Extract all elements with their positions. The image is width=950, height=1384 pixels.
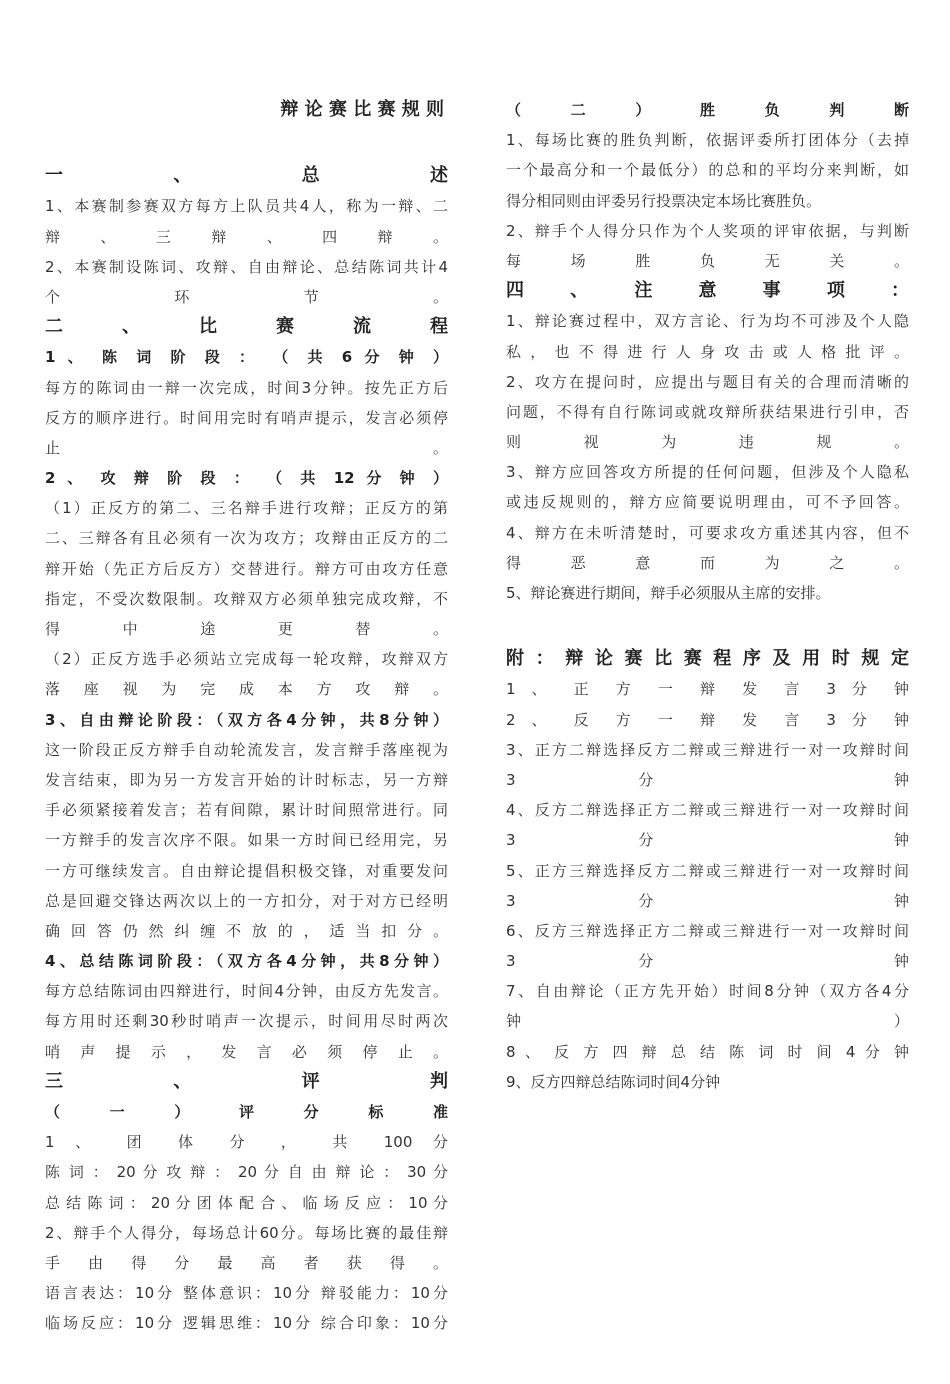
right-text-line: 9、反方四辩总结陈词时间4分钟 [506,1072,721,1091]
right-text-line: 3 分 钟 [506,891,909,910]
left-text-line: 手必须紧接着发言；若有间隙，累计时间照常进行。同 [45,801,448,820]
left-text-line: 每方用时还剩30秒时哨声一次提示，时间用尽时两次 [45,1012,448,1031]
left-text-line: 每方的陈词由一辩一次完成，时间3分钟。按先正方后 [45,378,448,397]
left-subheading: （ 一 ） 评 分 标 准 [45,1103,448,1121]
right-text-line: 则 视 为 违 规 。 [506,433,909,452]
left-text-line: 确 回 答 仍 然 纠 缠 不 放 的 ， 适 当 扣 分 。 [45,921,448,940]
left-text-line: 哨 声 提 示 ， 发 言 必 须 停 止 。 [45,1042,448,1061]
left-text-line: 1、本赛制参赛双方每方上队员共4人，称为一辩、二 [45,197,448,216]
left-text-line: 发言结束，即为另一方发言开始的计时标志，另一方辩 [45,770,448,789]
right-column [506,95,909,1097]
right-text-line: 3 分 钟 [506,831,909,850]
left-section-heading: 二 、 比 赛 流 程 [45,316,448,338]
right-text-line: 7、自由辩论（正方先开始）时间8分钟（双方各4分 [506,982,909,1001]
left-text-line: 语言表达：10分 整体意识：10分 辩驳能力：10分 [45,1284,448,1303]
left-text-line: 总 结 陈 词 ： 20 分 团 体 配 合 、 临 场 反 应 ： 10 分 [45,1193,448,1212]
right-text-line: 每 场 胜 负 无 关 。 [506,251,909,270]
right-text-line: 4、辩方在未听清楚时，可要求攻方重述其内容，但不 [506,523,909,542]
left-spacer [45,125,448,161]
left-text-line: 临场反应：10分 逻辑思维：10分 综合印象：10分 [45,1314,448,1333]
right-text-line: 问题，不得有自行陈词或就攻辩所获结果进行引申，否 [506,402,909,421]
left-text-line: （1）正反方的第二、三名辩手进行攻辩；正反方的第 [45,499,448,518]
left-text-line: 止 。 [45,438,448,457]
left-text-line: 这一阶段正反方辩手自动轮流发言，发言辩手落座视为 [45,740,448,759]
right-text-line: 钟 ） [506,1012,909,1031]
left-text-line: 辩 、 三 辩 、 四 辩 。 [45,227,448,246]
left-text-line: 得 中 途 更 替 。 [45,620,448,638]
right-text-line: 5、正方三辩选择反方二辩或三辩进行一对一攻辩时间 [506,861,909,880]
right-text-line: 得分相同则由评委另行投票决定本场比赛胜负。 [506,191,822,210]
left-text-line: 2、本赛制设陈词、攻辩、自由辩论、总结陈词共计4 [45,257,448,276]
left-text-line: 1 、 团 体 分 ， 共 100 分 [45,1133,448,1152]
right-text-line: 6、反方三辩选择正方二辩或三辩进行一对一攻辩时间 [506,921,909,940]
left-text-line: 每方总结陈词由四辩进行，时间4分钟，由反方先发言。 [45,982,448,1001]
right-section-heading: 附 ： 辩 论 赛 比 赛 程 序 及 用 时 规 定 [506,648,909,670]
left-text-line: 一方可继续发言。自由辩论提倡积极交锋，对重要发问 [45,861,448,880]
right-text-line: 8 、 反 方 四 辩 总 结 陈 词 时 间 4 分 钟 [506,1042,909,1061]
right-text-line: 2、攻方在提问时，应提出与题目有关的合理而清晰的 [506,372,909,391]
right-text-line: 3、正方二辩选择反方二辩或三辩进行一对一攻辩时间 [506,740,909,759]
left-section-heading: 一 、 总 述 [45,165,448,187]
right-text-line: 一个最高分和一个最低分）的总和的平均分来判断，如 [506,161,909,180]
left-subheading: 3、自由辩论阶段：（双方各4分钟，共8分钟） [45,710,448,729]
right-text-line: 1 、 正 方 一 辩 发 言 3 分 钟 [506,680,909,699]
left-column [45,95,448,1339]
left-text-line: 反方的顺序进行。时间用完时有哨声提示，发言必须停 [45,408,448,427]
left-text-line: 手 由 得 分 最 高 者 获 得 。 [45,1253,448,1272]
left-text-line: 落 座 视 为 完 成 本 方 攻 辩 。 [45,680,448,699]
left-text-line: 二、三辩各有且必须有一次为攻方；攻辩由正反方的二 [45,529,448,548]
right-section-heading: 四 、 注 意 事 项 ： [506,280,909,302]
left-text-line: 陈 词 ： 20 分 攻 辩 ： 20 分 自 由 辩 论 ： 30 分 [45,1163,448,1182]
right-text-line: 1、辩论赛过程中，双方言论、行为均不可涉及个人隐 [506,312,909,331]
right-text-line: 4、反方二辩选择正方二辩或三辩进行一对一攻辩时间 [506,801,909,820]
right-text-line: 2、辩手个人得分只作为个人奖项的评审依据，与判断 [506,221,909,240]
left-text-line: 总是回避交锋达两次以上的一方扣分，对于对方已经明 [45,891,448,910]
right-text-line: 私 ， 也 不 得 进 行 人 身 攻 击 或 人 格 批 评 。 [506,342,909,361]
left-section-heading: 辩 论 赛 比 赛 规 则 [280,99,444,120]
left-text-line: （2）正反方选手必须站立完成每一轮攻辩，攻辩双方 [45,650,448,669]
left-subheading: 2 、 攻 辩 阶 段 ： （ 共 12 分 钟 ） [45,469,448,488]
left-text-line: 个 环 节 。 [45,287,448,306]
right-text-line: 或违反规则的，辩方应简要说明理由，可不予回答。 [506,493,909,512]
left-text-line: 2、辩手个人得分，每场总计60分。每场比赛的最佳辩 [45,1223,448,1242]
right-text-line: 1、每场比赛的胜负判断，依据评委所打团体分（去掉 [506,131,909,150]
right-subheading: （ 二 ） 胜 负 判 断 [506,101,909,119]
right-text-line: 得 恶 意 而 为 之 。 [506,553,909,572]
right-text-line: 3 分 钟 [506,952,909,971]
right-text-line: 5、辩论赛进行期间，辩手必须服从主席的安排。 [506,584,831,602]
left-text-line: 辩开始（先正方后反方）交替进行。辩方可由攻方任意 [45,559,448,578]
right-text-line: 3 分 钟 [506,770,909,789]
right-text-line: 3、辩方应回答攻方所提的任何问题，但涉及个人隐私 [506,463,909,482]
left-subheading: 4、总结陈词阶段：（双方各4分钟，共8分钟） [45,952,448,971]
right-text-line: 2 、 反 方 一 辩 发 言 3 分 钟 [506,710,909,729]
left-section-heading: 三 、 评 判 [45,1070,448,1092]
right-spacer [506,608,909,644]
left-text-line: 一方辩手的发言次序不限。如果一方时间已经用完，另 [45,831,448,850]
left-text-line: 指定，不受次数限制。攻辩双方必须单独完成攻辩，不 [45,589,448,608]
left-subheading: 1 、 陈 词 阶 段 ： （ 共 6 分 钟 ） [45,348,448,367]
